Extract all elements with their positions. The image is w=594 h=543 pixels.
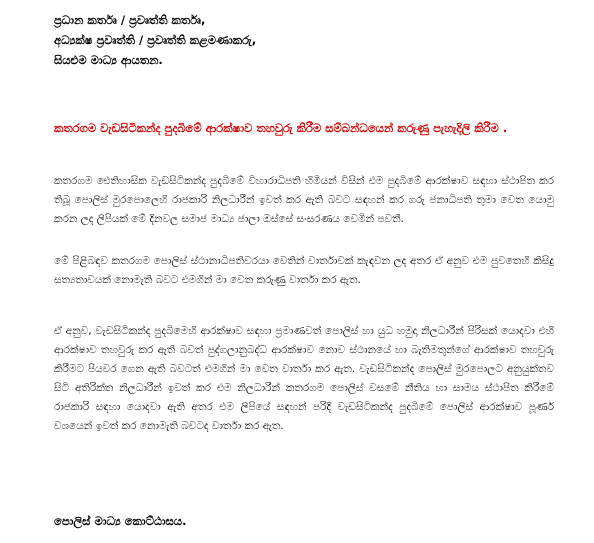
body-paragraph-3: ඒ අනුව, වැඩසිටිකන්ද පුදබිමෙහි ආරක්ෂාව සඳහා ප්‍රමාණවත් පොලිස් හා යුධ හමුදා නිලධාරීන් පිරිසක් යොදවා එහි ආරක්ෂාව තහවුරු කර ඇති බවත් පුද්ගලානුබද්ධ ආරක්ෂාව නොව ස්ථානයේ හා බැතිමතුන්ගේ ආරක්ෂාව තහවුරු කිරීමට පියවර ගෙන ඇති බවටත් එමගින් මා වෙත වාර්තා කර ඇත. වැඩසිටිකන්ද පොලිස් මුරපොලට අනුයුක්තව සිටි අතිරික්ත නිලධාරීන් ඉවත් කර එම නිලධාරීන් කතරගම පොලිස් වසමේ නීතිය හා සාමය ස්ථාපිත කිරීමේ රාජකාරි සඳහා යොදවා ඇති අතර එම ලිපියේ සඳහන් පරිදි වැඩසිටිකන්ද පුදබිමේ පොලිස් ආරක්ෂාව පූර්ණ වශයෙන් ඉවත් කර නොමැති බවටද වාර්තා කර ඇත. <box>54 325 554 432</box>
addressee-block <box>54 10 534 70</box>
signature-line: පොලිස් මාධ්‍ය කොට්ඨාසය. <box>54 514 187 528</box>
addressee-line-2: අධ්‍යක්ෂ ප්‍රවෘත්ති / ප්‍රවෘත්ති කළමණාකරු, <box>54 33 257 47</box>
subject-heading: කතරගම වැඩසිටිකන්ද පුදබිමේ ආරක්ෂාව තහවුරු කිරීම සම්බන්ධයෙන් කරුණු පැහැදිලි කිරීම . <box>54 121 508 135</box>
addressee-line-1: ප්‍රධාන කර්තෘ / ප්‍රවෘත්ති කර්තෘ, <box>54 13 206 27</box>
addressee-line-3: සියළුම මාධ්‍ය ආයතන. <box>54 53 163 67</box>
body-paragraph-2: මේ පිළිබඳව කතරගම පොලිස් ස්ථානාධිපතිවරයා වෙතින් වාර්තාවක් කැඳවන ලද අතර ඒ අනුව එම පුවතෙහි කිසිදු සත්‍යතාවයක් නොමැති බවට එමගින් මා වෙත කරුණු වාර්තා කර ඇත. <box>54 255 554 286</box>
body-paragraph-1: කතරගම ඓතිහාසික වැඩසිටිකන්ද පුදබිමේ විහාරාධිපති හිමියන් විසින් එම පුදබිමේ ආරක්ෂාව සඳහා ස්ථාපිත කර තිබූ පොලිස් මුරපොලෙහි රාජකාරි නිලධාරීන් ඉවත් කර ඇති බවට සඳහන් කර ගරු ජනාධිපති තුමා වෙත යොමු කරන ලද ලිපියක් මේ දිනවල සමාජ මාධ්‍ය ජාලා ඔස්සේ සංසරණය වෙමින් පවතී. <box>54 175 554 225</box>
